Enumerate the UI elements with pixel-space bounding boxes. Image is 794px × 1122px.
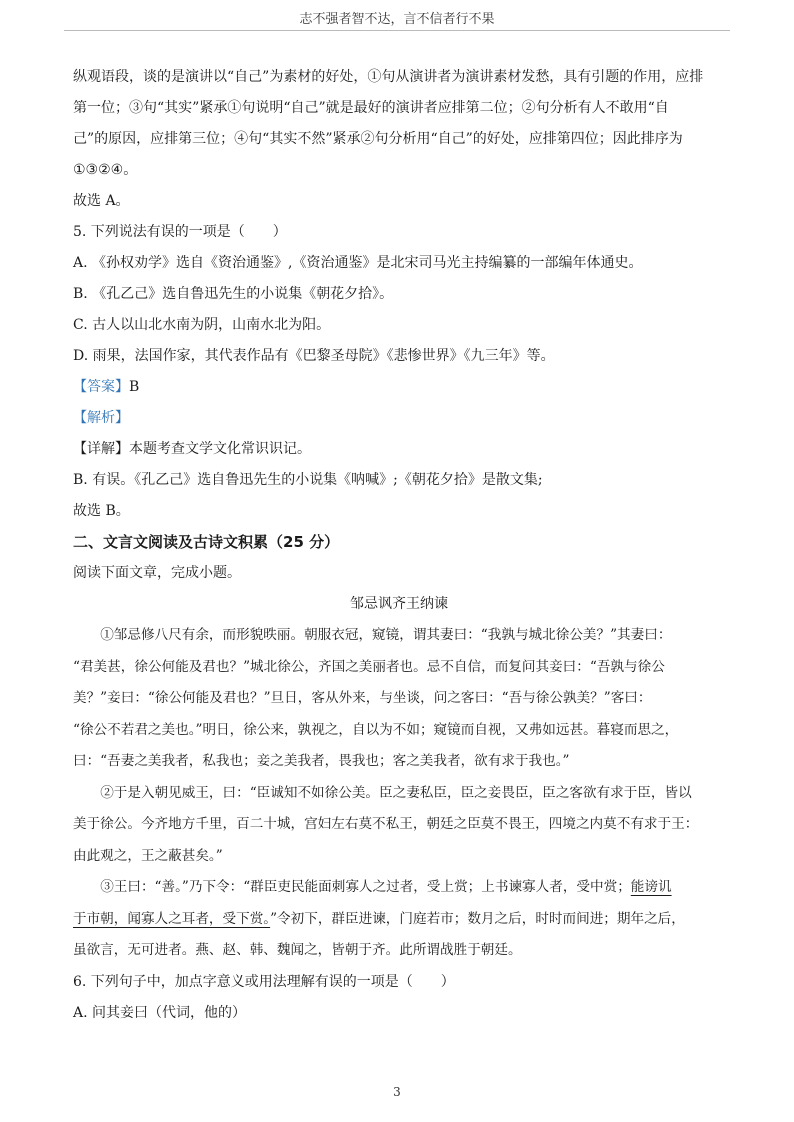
analysis-line: 纵观语段，谈的是演讲以“自己”为素材的好处，①句从演讲者为演讲素材发愁，具有引题的作用，应排 <box>73 69 704 85</box>
passage-paragraph-2 <box>73 778 725 873</box>
passage-text: ③王曰：“善。”乃下令：“群臣吏民能面刺寡人之过者，受上赏；上书谏寡人者，受中赏； <box>100 879 631 895</box>
passage-line: “君美甚，徐公何能及君也？”城北徐公，齐国之美丽者也。忌不自信，而复问其妾曰：“吾孰与徐公 <box>73 658 665 675</box>
q5-detail: 【详解】本题考查文学文化常识识记。 <box>73 441 311 457</box>
q5-option-a: A. 《孙权劝学》选自《资治通鉴》,《资治通鉴》是北宋司马光主持编纂的一部编年体通史。 <box>73 255 643 271</box>
passage-line: 美？”妾曰：“徐公何能及君也？”旦日，客从外来，与坐谈，问之客曰：“吾与徐公孰美？”客曰： <box>73 690 652 706</box>
reading-instruction: 阅读下面文章，完成小题。 <box>73 565 241 581</box>
passage-line <box>73 872 725 904</box>
page-header-motto: 志不强者智不达，言不信者行不果 <box>299 12 495 27</box>
passage-line: “徐公不若君之美也。”明日，徐公来，孰视之，自以为不如；窥镜而自视，又弗如远甚。暮寝而思之， <box>73 721 679 738</box>
answer-tag: 【答案】 <box>73 379 129 395</box>
passage-paragraph-3 <box>73 872 725 967</box>
q6-option-a: A. 问其妾曰（代词，他的） <box>73 1004 247 1021</box>
q4-conclusion: 故选 A。 <box>73 193 130 209</box>
passage-line: 由此观之，王之蔽甚矣。” <box>73 847 223 864</box>
passage-line <box>73 904 725 936</box>
passage-line: 美于徐公。今齐地方千里，百二十城，宫妇左右莫不私王，朝廷之臣莫不畏王，四境之内莫不有求于王： <box>73 816 699 832</box>
answer-value: B <box>129 379 140 395</box>
q5-explain: B. 有误。《孔乙己》选自鲁迅先生的小说集《呐喊》;《朝花夕拾》是散文集; <box>73 472 543 488</box>
section-2 <box>73 527 725 967</box>
analysis-line: 第一位；③句“其实”紧承①句说明“自己”就是最好的演讲者应排第二位；②句分析有人不敢用“自 <box>73 100 669 116</box>
passage-line: ①邹忌修八尺有余，而形貌昳丽。朝服衣冠，窥镜，谓其妻曰：“我孰与城北徐公美？”其妻曰： <box>100 627 672 643</box>
q4-analysis <box>73 62 725 217</box>
question-6 <box>73 967 725 1029</box>
passage-text: ”令初下，群臣进谏，门庭若市；数月之后，时时而间进；期年之后， <box>270 910 685 927</box>
q5-option-d: D. 雨果，法国作家，其代表作品有《巴黎圣母院》《悲惨世界》《九三年》等。 <box>73 348 555 364</box>
passage-paragraph-1 <box>73 620 725 778</box>
page-number: 3 <box>393 1085 401 1099</box>
underlined-text: 于市朝，闻寡人之耳者，受下赏。 <box>73 910 271 927</box>
q5-option-b: B. 《孔乙己》选自鲁迅先生的小说集《朝花夕拾》。 <box>73 286 394 302</box>
underlined-text: 能谤讥 <box>630 879 672 895</box>
q5-conclusion: 故选 B。 <box>73 503 130 519</box>
q5-answer <box>73 372 725 403</box>
header-divider <box>64 30 730 31</box>
passage-line: ②于是入朝见威王，曰：“臣诚知不如徐公美。臣之妻私臣，臣之妾畏臣，臣之客欲有求于臣，皆以 <box>100 784 692 801</box>
q6-stem: 6. 下列句子中，加点字意义或用法理解有误的一项是（ ） <box>73 973 455 990</box>
q5-stem: 5. 下列说法有误的一项是（ ） <box>73 224 287 240</box>
analysis-line: ①③②④。 <box>73 162 138 178</box>
section-title: 二、文言文阅读及古诗文积累（25 分） <box>73 533 340 551</box>
passage-line: 曰：“吾妻之美我者，私我也；妾之美我者，畏我也；客之美我者，欲有求于我也。” <box>73 753 570 769</box>
analysis-line: 己”的原因，应排第三位；④句“其实不然”紧承②句分析用“自己”的好处，应排第四位；因此排序为 <box>73 131 683 147</box>
page-content <box>73 62 725 1029</box>
question-5 <box>73 217 725 527</box>
passage-line: 虽欲言，无可进者。燕、赵、韩、魏闻之，皆朝于齐。此所谓战胜于朝廷。 <box>73 942 522 958</box>
q5-option-c: C. 古人以山北水南为阴，山南水北为阳。 <box>73 317 331 333</box>
passage-title: 邹忌讽齐王纳谏 <box>350 596 448 612</box>
analysis-tag: 【解析】 <box>73 410 129 426</box>
